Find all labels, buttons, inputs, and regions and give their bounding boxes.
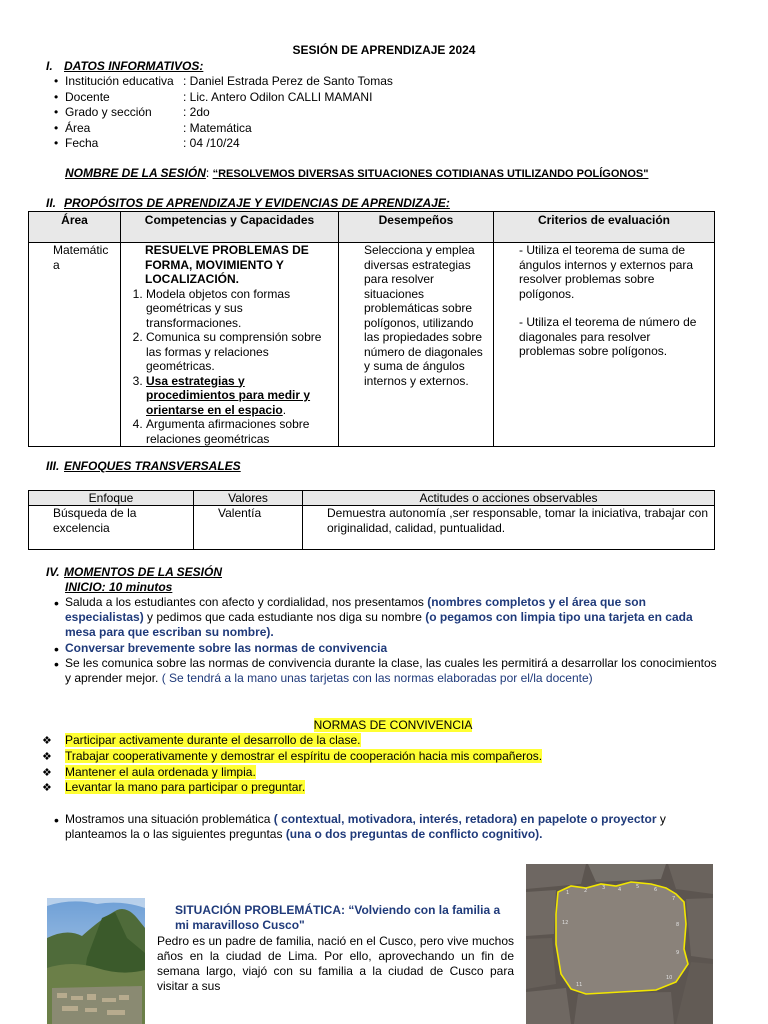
info-row-area: • Área : Matemática	[54, 121, 252, 135]
cell-area: Matemátic a	[29, 243, 121, 447]
capacity-item: 3. Usa estrategias y procedimientos para medir y orientarse en el espacio.	[146, 374, 334, 418]
header-criterios: Criterios de evaluación	[494, 212, 715, 243]
session-name: NOMBRE DE LA SESIÓN: “RESOLVEMOS DIVERSAS SITUACIONES COTIDIANAS UTILIZANDO POLÍGONOS"	[65, 166, 649, 180]
svg-text:5: 5	[636, 884, 640, 890]
capacity-item: 1. Modela objetos con formas geométricas y sus transformaciones.	[146, 287, 334, 331]
cell-valor: Valentía	[194, 506, 303, 550]
capacities-list	[121, 287, 338, 447]
bullet: •	[54, 656, 59, 672]
info-row-institucion: • Institución educativa : Daniel Estrada Perez de Santo Tomas	[54, 74, 393, 88]
paragraph-situacion: Mostramos una situación problemática ( contextual, motivadora, interés, retadora) en papelote o proyector y planteamos la o las siguientes preguntas (una o dos preguntas de conflicto cognitivo).	[65, 812, 666, 841]
twelve-angle-stone-image	[526, 864, 713, 1024]
section-2-heading: II. PROPÓSITOS DE APRENDIZAJE Y EVIDENCIAS DE APRENDIZAJE:	[46, 196, 450, 210]
competency-title: RESUELVE PROBLEMAS DE FORMA, MOVIMIENTO Y LOCALIZACIÓN.	[145, 243, 309, 286]
svg-text:10: 10	[666, 975, 673, 981]
svg-text:7: 7	[672, 896, 676, 902]
bullet: •	[54, 812, 59, 828]
paragraph-conversar: Conversar brevemente sobre las normas de convivencia	[65, 641, 388, 655]
norma-item: ❖ Trabajar cooperativamente y demostrar el espíritu de cooperación hacia mis compañeros.	[42, 749, 543, 763]
machu-picchu-image	[47, 898, 145, 1024]
svg-text:8: 8	[676, 922, 680, 928]
situacion-text: Pedro es un padre de familia, nació en el Cusco, pero vive muchos años en la ciudad de Lima. Por ello, aprovechando un fin de semana largo, viajó con su familia a la ciudad de Cusco para visitar a sus	[157, 934, 514, 993]
header-area: Área	[29, 212, 121, 243]
cell-actitud: Demuestra autonomía ,ser responsable, tomar la iniciativa, trabajar con originalidad, calidad, puntualidad.	[303, 506, 715, 550]
document-title: SESIÓN DE APRENDIZAJE 2024	[292, 43, 476, 57]
cell-desempenos: Selecciona y emplea diversas estrategias para resolver situaciones problemáticas sobre polígonos, utilizando las propiedades sobre número de diagonales y suma de ángulos internos y externos.	[339, 243, 494, 447]
bullet: •	[54, 595, 59, 611]
norma-item: ❖ Levantar la mano para participar o preguntar.	[42, 780, 306, 794]
inicio-label: INICIO: 10 minutos	[65, 580, 173, 594]
svg-text:12: 12	[562, 920, 569, 926]
header-actitudes: Actitudes o acciones observables	[303, 491, 715, 506]
situacion-title: SITUACIÓN PROBLEMÁTICA: “Volviendo con la familia a mi maravilloso Cusco"	[175, 903, 501, 932]
svg-text:4: 4	[618, 887, 622, 893]
section-3-heading: III. ENFOQUES TRANSVERSALES	[46, 459, 241, 473]
section-4-heading: IV. MOMENTOS DE LA SESIÓN	[46, 565, 223, 579]
header-valores: Valores	[194, 491, 303, 506]
svg-text:3: 3	[602, 885, 606, 891]
header-competencias: Competencias y Capacidades	[121, 212, 339, 243]
capacity-item: 2. Comunica su comprensión sobre las formas y relaciones geométricas.	[146, 330, 334, 374]
cell-criterios: - Utiliza el teorema de suma de ángulos internos y externos para resolver problemas sobre polígonos. - Utiliza el teorema de número de diagonales para resolver problemas sobre polígonos.	[494, 243, 715, 447]
svg-text:2: 2	[584, 888, 588, 894]
paragraph-normas: Se les comunica sobre las normas de convivencia durante la clase, las cuales les permitirá a desarrollar los conocimientos y aprender mejor. ( Se tendrá a la mano unas tarjetas con las normas elaboradas por el/la docente)	[65, 656, 717, 685]
svg-text:6: 6	[654, 887, 658, 893]
norma-item: ❖ Participar activamente durante el desarrollo de la clase.	[42, 733, 361, 747]
info-row-fecha: • Fecha : 04 /10/24	[54, 136, 240, 150]
info-row-grado: • Grado y sección : 2do	[54, 105, 210, 119]
norma-item: ❖ Mantener el aula ordenada y limpia.	[42, 765, 256, 779]
enfoques-table	[28, 490, 715, 550]
bullet: •	[54, 641, 59, 657]
svg-text:1: 1	[566, 890, 570, 896]
purposes-table	[28, 211, 715, 447]
svg-text:9: 9	[676, 950, 680, 956]
section-1-heading: I. DATOS INFORMATIVOS:	[46, 59, 204, 73]
paragraph-saludo: Saluda a los estudiantes con afecto y cordialidad, nos presentamos (nombres completos y el área que son especialistas) y pedimos que cada estudiante nos diga su nombre (o pegamos con limpia tipo una tarjeta en cada mesa para que escriban su nombre).	[65, 595, 693, 639]
svg-text:11: 11	[576, 982, 583, 988]
header-desempenos: Desempeños	[339, 212, 494, 243]
info-row-docente: • Docente : Lic. Antero Odilon CALLI MAMANI	[54, 90, 373, 104]
capacity-item: 4. Argumenta afirmaciones sobre relaciones geométricas	[146, 417, 334, 446]
cell-enfoque: Búsqueda de la excelencia	[29, 506, 194, 550]
cell-competencias	[121, 243, 339, 447]
header-enfoque: Enfoque	[29, 491, 194, 506]
normas-title: NORMAS DE CONVIVENCIA	[313, 718, 473, 732]
